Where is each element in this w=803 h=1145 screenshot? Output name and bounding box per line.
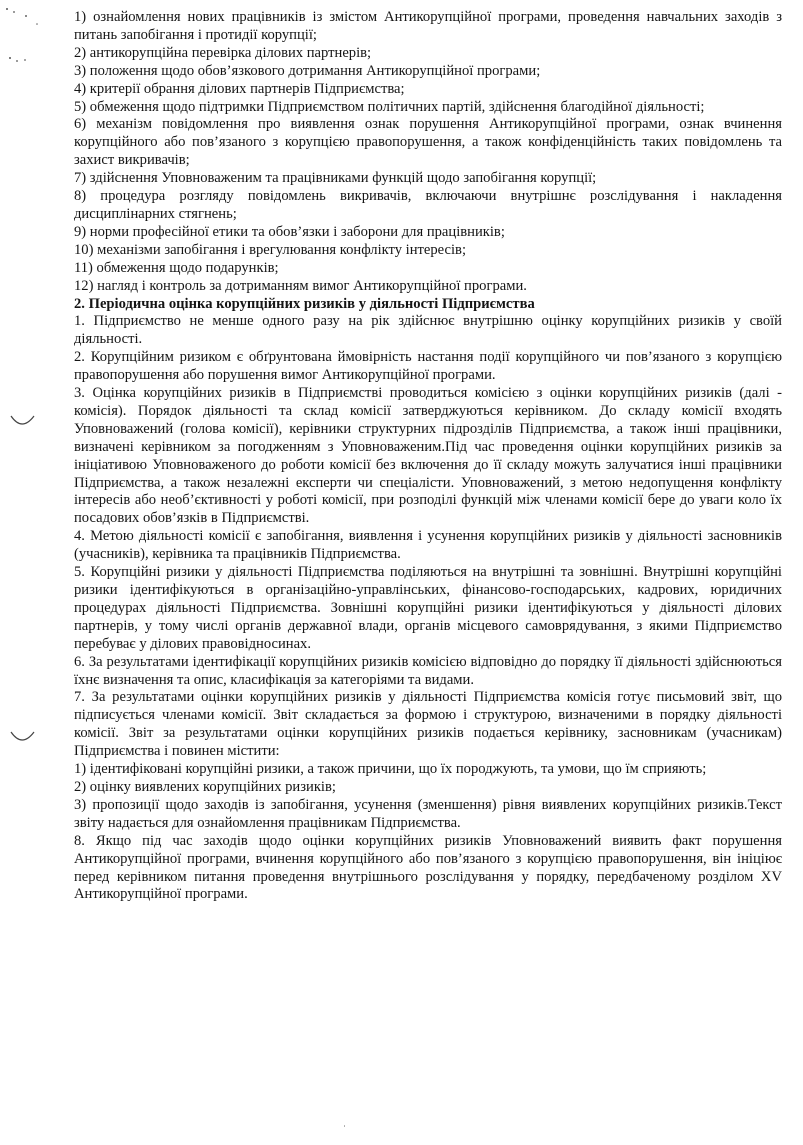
document-paragraph: 11) обмеження щодо подарунків; — [74, 259, 279, 276]
hole-punch-mark-upper — [8, 412, 38, 432]
hole-punch-mark-lower — [8, 728, 38, 748]
document-paragraph: 7. За результатами оцінки корупційних ризиків у діяльності Підприємства комісія готує письмовий звіт, що підписується членами комісії. Звіт складається за формою і структурою, визначеними в порядку діяльності комісії. Звіт за результатами оцінки корупційних ризиків подається керівнику, засновникам (учасникам) Підприємства і повинен містити: — [74, 689, 782, 760]
document-paragraph: 9) норми професійної етики та обов’язки і заборони для працівників; — [74, 223, 505, 240]
document-paragraph: 1. Підприємство не менше одного разу на рік здійснює внутрішню оцінку корупційних ризиків у своїй діяльності. — [74, 313, 782, 348]
section-heading: 2. Періодична оцінка корупційних ризиків у діяльності Підприємства — [74, 295, 535, 312]
document-paragraph: 5) обмеження щодо підтримки Підприємством політичних партій, здійснення благодійної діяльності; — [74, 98, 705, 115]
document-paragraph: 7) здійснення Уповноваженим та працівниками функцій щодо запобігання корупції; — [74, 170, 597, 187]
document-paragraph: 2) антикорупційна перевірка ділових партнерів; — [74, 44, 372, 61]
page-footer-mark: ˙ — [343, 1124, 346, 1134]
document-paragraph: 8) процедура розгляду повідомлень викривачів, включаючи внутрішнє розслідування і накладення дисциплінарних стягнень; — [74, 188, 782, 222]
document-paragraph: 8. Якщо під час заходів щодо оцінки корупційних ризиків Уповноважений виявить факт порушення Антикорупційної програми, вчинення корупційного або пов’язаного з корупцією правопорушення, він ініціює перед керівником питання проведення внутрішнього розслідування у порядку, передбаченому розділом XV Антикорупційної програми. — [74, 832, 782, 903]
scan-speck-top-left — [4, 6, 44, 76]
document-paragraph: 3) пропозиції щодо заходів із запобігання, усунення (зменшення) рівня виявлених корупційних ризиків.Текст звіту надається для ознайомлення працівникам Підприємства. — [74, 796, 782, 831]
document-paragraph: 12) нагляд і контроль за дотриманням вимог Антикорупційної програми. — [74, 277, 527, 294]
document-paragraph: 6. За результатами ідентифікації корупційних ризиків комісією відповідно до порядку її діяльності здійснюються їхнє визначення та опис, класифікація за категоріями та видами. — [74, 653, 782, 688]
document-paragraph: 2. Корупційним ризиком є обґрунтована ймовірність настання події корупційного чи пов’язаного з корупцією правопорушення або порушення вимог Антикорупційної програми. — [74, 349, 782, 384]
document-paragraph: 6) механізм повідомлення про виявлення ознак порушення Антикорупційної програми, ознак вчинення корупційного або пов’язаного з корупцією правопорушення, а також конфіденційність таких повідомлень та захист викривачів; — [74, 116, 782, 169]
document-paragraph: 1) ознайомлення нових працівників із змістом Антикорупційної програми, проведення навчальних заходів з питань запобігання і протидії корупції; — [74, 9, 782, 43]
document-paragraph: 1) ідентифіковані корупційні ризики, а також причини, що їх породжують, та умови, що їм сприяють; — [74, 761, 707, 778]
document-paragraph: 3) положення щодо обов’язкового дотримання Антикорупційної програми; — [74, 62, 541, 79]
document-paragraph: 2) оцінку виявлених корупційних ризиків; — [74, 778, 336, 795]
document-paragraph: 10) механізми запобігання і врегулювання конфлікту інтересів; — [74, 241, 466, 258]
document-paragraph: 3. Оцінка корупційних ризиків в Підприємстві проводиться комісією з оцінки корупційних ризиків (далі - комісія). Порядок діяльності та склад комісії затверджуються керівником. До складу комісії входять Уповноважений (голова комісії), керівники структурних підрозділів Підприємства, а також інші працівники, визначені керівником за погодженням з Уповноваженим.Під час проведення оцінки корупційних ризиків за ініціативою Уповноваженого до роботи комісії без включення до її складу можуть залучатися інші працівники Підприємства, а також незалежні експерти чи спеціалісти. Уповноважений, з метою недопущення конфлікту інтересів або необ’єктивності у роботі комісії, при розподілі функцій між членами комісії бере до уваги коло їх посадових обов’язків в Підприємстві. — [74, 385, 782, 527]
document-paragraph: 4. Метою діяльності комісії є запобігання, виявлення і усунення корупційних ризиків у діяльності засновників (учасників), керівника та працівників Підприємства. — [74, 528, 782, 563]
document-paragraph: 5. Корупційні ризики у діяльності Підприємства поділяються на внутрішні та зовнішні. Внутрішні корупційні ризики ідентифікуються в організаційно-управлінських, фінансово-господарських, кадрових, юридичних процедурах діяльності Підприємства. Зовнішні корупційні ризики ідентифікуються у діяльності ділових партнерів, у тому числі органів державної влади, органів місцевого самоврядування, з якими Підприємство перебуває у ділових правовідносинах. — [74, 564, 782, 652]
document-paragraph: 4) критерії обрання ділових партнерів Підприємства; — [74, 80, 405, 97]
document-body — [74, 9, 782, 904]
